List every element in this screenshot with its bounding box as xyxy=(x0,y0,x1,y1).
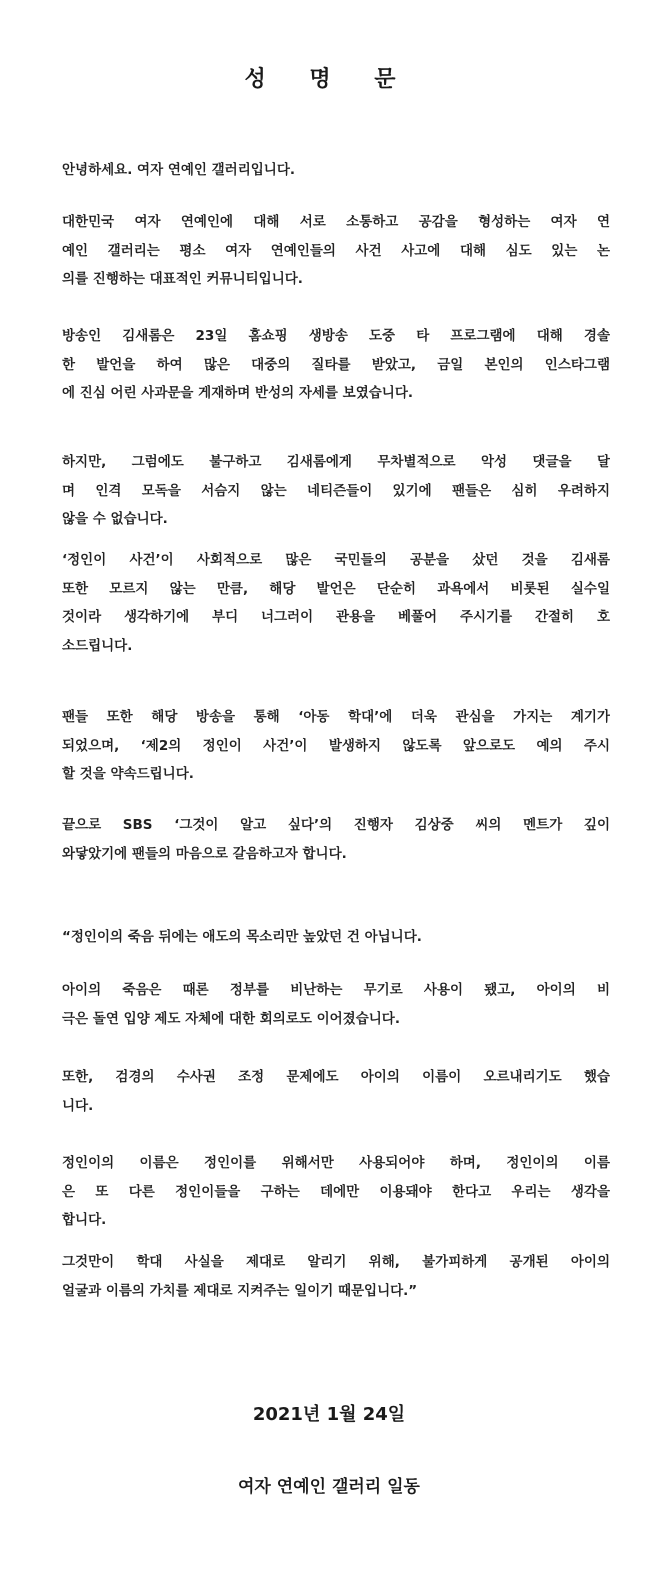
paragraph-line: 끝으로 SBS ‘그것이 알고 싶다’의 진행자 김상중 씨의 멘트가 깊이 xyxy=(62,817,610,833)
paragraph-line: 것이라 생각하기에 부디 너그러이 관용을 베풀어 주시기를 간절히 호 xyxy=(62,609,610,625)
paragraph-line: 니다. xyxy=(62,1097,94,1114)
paragraph-line: 예인 갤러리는 평소 여자 연예인들의 사건 사고에 대해 심도 있는 논 xyxy=(62,242,610,259)
paragraph xyxy=(62,976,610,1033)
paragraph xyxy=(62,1149,610,1235)
paragraph-line: 와닿았기에 팬들의 마음으로 갈음하고자 합니다. xyxy=(62,845,347,862)
paragraph-line: 정인이의 이름은 정인이를 위해서만 사용되어야 하며, 정인이의 이름 xyxy=(62,1155,610,1171)
paragraph-line: 안녕하세요. 여자 연예인 갤러리입니다. xyxy=(62,162,296,178)
paragraph-line: 한 발언을 하여 많은 대중의 질타를 받았고, 금일 본인의 인스타그램 xyxy=(62,356,610,373)
paragraph-line: 그것만이 학대 사실을 제대로 알리기 위해, 불가피하게 공개된 아이의 xyxy=(62,1254,610,1270)
paragraph-line: 합니다. xyxy=(62,1212,107,1228)
document-title: 성 명 문 xyxy=(244,67,414,92)
paragraph-line: 또한, 검경의 수사권 조정 문제에도 아이의 이름이 오르내리기도 했습 xyxy=(62,1069,610,1085)
document-signature: 여자 연예인 갤러리 일동 xyxy=(238,1477,420,1497)
paragraph xyxy=(62,923,610,952)
paragraph xyxy=(62,1063,610,1120)
paragraph-line: 또한 모르지 않는 만큼, 해당 발언은 단순히 과욕에서 비롯된 실수일 xyxy=(62,580,610,597)
paragraph xyxy=(62,703,610,789)
document-date: 2021년 1월 24일 xyxy=(252,1404,406,1425)
paragraph-line: 하지만, 그럼에도 불구하고 김새롬에게 무차별적으로 악성 댓글을 달 xyxy=(62,454,610,470)
paragraph-line: 대한민국 여자 연예인에 대해 서로 소통하고 공감을 형성하는 여자 연 xyxy=(62,214,610,230)
paragraph-line: 할 것을 약속드립니다. xyxy=(62,766,194,782)
paragraph-line: 며 인격 모독을 서슴지 않는 네티즌들이 있기에 팬들은 심히 우려하지 xyxy=(62,482,610,499)
paragraph xyxy=(62,811,610,868)
paragraph-line: 은 또 다른 정인이들을 구하는 데에만 이용돼야 한다고 우리는 생각을 xyxy=(62,1183,610,1200)
paragraph-line: 에 진심 어린 사과문을 게재하며 반성의 자세를 보였습니다. xyxy=(62,385,414,401)
paragraph xyxy=(62,1248,610,1305)
paragraph-line: 아이의 죽음은 때론 정부를 비난하는 무기로 사용이 됐고, 아이의 비 xyxy=(62,982,610,998)
paragraph-line: 방송인 김새롬은 23일 홈쇼핑 생방송 도중 타 프로그램에 대해 경솔 xyxy=(62,328,610,344)
paragraph-line: 얼굴과 이름의 가치를 제대로 지켜주는 일이기 때문입니다.” xyxy=(62,1282,418,1299)
paragraph-line: 극은 돌연 입양 제도 자체에 대한 회의로도 이어졌습니다. xyxy=(62,1010,400,1027)
paragraph xyxy=(62,546,610,660)
paragraph-line: 않을 수 없습니다. xyxy=(62,511,168,527)
paragraph-line: 되었으며, ‘제2의 정인이 사건’이 발생하지 않도록 앞으로도 예의 주시 xyxy=(62,737,610,754)
paragraph xyxy=(62,322,610,408)
paragraph xyxy=(62,156,610,185)
paragraph-line: 팬들 또한 해당 방송을 통해 ‘아동 학대’에 더욱 관심을 가지는 계기가 xyxy=(62,709,610,725)
paragraph-line: 의를 진행하는 대표적인 커뮤니티입니다. xyxy=(62,271,303,287)
paragraph-line: ‘정인이 사건’이 사회적으로 많은 국민들의 공분을 샀던 것을 김새롬 xyxy=(62,552,610,568)
paragraph-line: 소드립니다. xyxy=(62,637,133,654)
paragraph-line: “정인이의 죽음 뒤에는 애도의 목소리만 높았던 건 아닙니다. xyxy=(62,929,422,945)
paragraph xyxy=(62,208,610,294)
paragraph xyxy=(62,448,610,534)
